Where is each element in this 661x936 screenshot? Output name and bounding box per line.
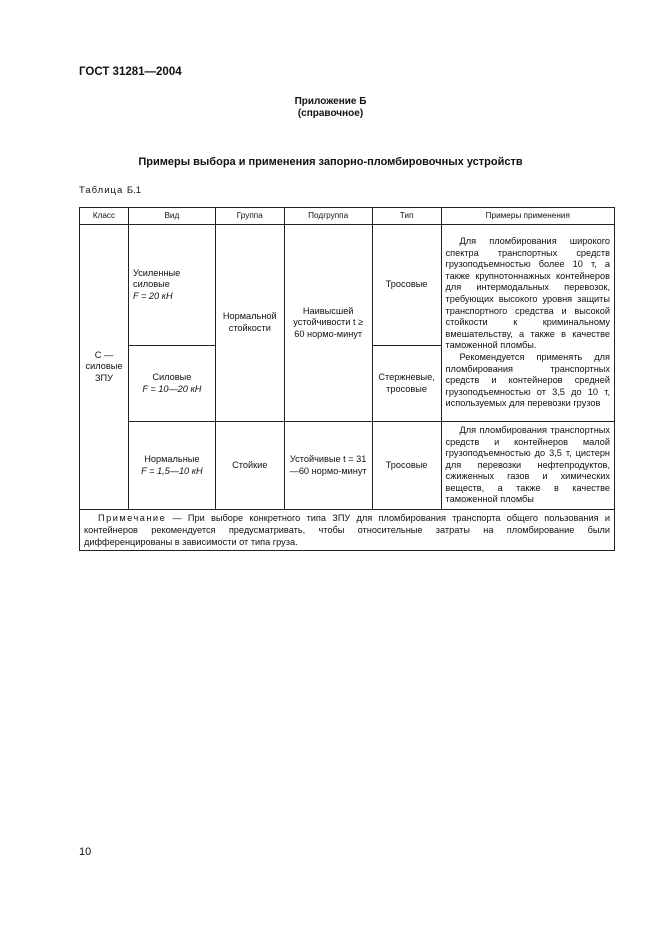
kind-formula: F = 1,5—10 кН [141,465,203,476]
document-code: ГОСТ 31281—2004 [79,66,182,78]
kind-cell [128,225,215,346]
appendix-title: Приложение Б [294,96,367,107]
table-row [80,225,615,346]
column-header-type: Тип [372,208,441,225]
examples-paragraph: Рекомендуется применять для пломбирования транспортных средств и контейнеров средней грузоподъемностью от 3,5 до 10 т, используемых для перевозки грузов [445,351,610,409]
class-cell: С — силовые ЗПУ [80,225,129,510]
table-label-number: Б.1 [126,185,142,196]
subgroup-cell: Устойчивые t = 31—60 нормо-минут [284,422,372,510]
kind-formula: F = 10—20 кН [142,383,202,394]
table-b1 [79,207,615,551]
kind-formula: F = 20 кН [132,290,173,301]
examples-paragraph: Для пломбирования транспортных средств и контейнеров малой грузоподъемностью до 3,5 т, цистерн для перевозки нефтепродуктов, сжиженных газов и химических веществ, а также в качестве таможенной пломбы [445,424,610,505]
group-cell: Нормальной стойкости [215,225,284,422]
column-header-subgroup: Подгруппа [284,208,372,225]
table-row [80,422,615,510]
subgroup-cell: Наивысшей устойчивости t ≥ 60 нормо-минут [284,225,372,422]
table-label-prefix: Таблица [79,185,124,196]
type-cell: Тросовые [372,225,441,346]
table-header-row [80,208,615,225]
column-header-kind: Вид [128,208,215,225]
note-row [80,510,615,551]
type-cell: Тросовые [372,422,441,510]
kind-cell [128,346,215,422]
kind-name: Усиленные силовые [132,267,181,290]
table-label [79,185,141,196]
type-cell: Стержневые, тросовые [372,346,441,422]
note-cell [80,510,615,551]
examples-paragraph: Для пломбирования широкого спектра транспортных средств грузоподъемностью более 10 т, а также крупнотоннажных контейнеров для интермодальных перевозок, требующих высокого уровня защиты транспортного средства и высокой стойкости к криминальному вмешательству, а также в качестве таможенной пломбы. [445,236,610,351]
kind-name: Силовые [152,371,192,382]
note-label: Примечание [98,513,167,523]
appendix-subtitle: (справочное) [297,108,364,119]
page-number: 10 [79,846,92,858]
kind-cell [128,422,215,510]
column-header-group: Группа [215,208,284,225]
note-text: — При выборе конкретного типа ЗПУ для пломбирования транспорта общего пользования и контейнеров рекомендуется предусматривать, чтобы относительные затраты на пломбирование были дифференцированы в зависимости от типа груза. [84,513,610,547]
group-cell: Стойкие [215,422,284,510]
section-title: Примеры выбора и применения запорно-пломбировочных устройств [138,156,523,168]
examples-cell [441,422,614,510]
kind-name: Нормальные [144,453,200,464]
examples-cell [441,225,614,422]
column-header-examples: Примеры применения [441,208,614,225]
column-header-class: Класс [80,208,129,225]
